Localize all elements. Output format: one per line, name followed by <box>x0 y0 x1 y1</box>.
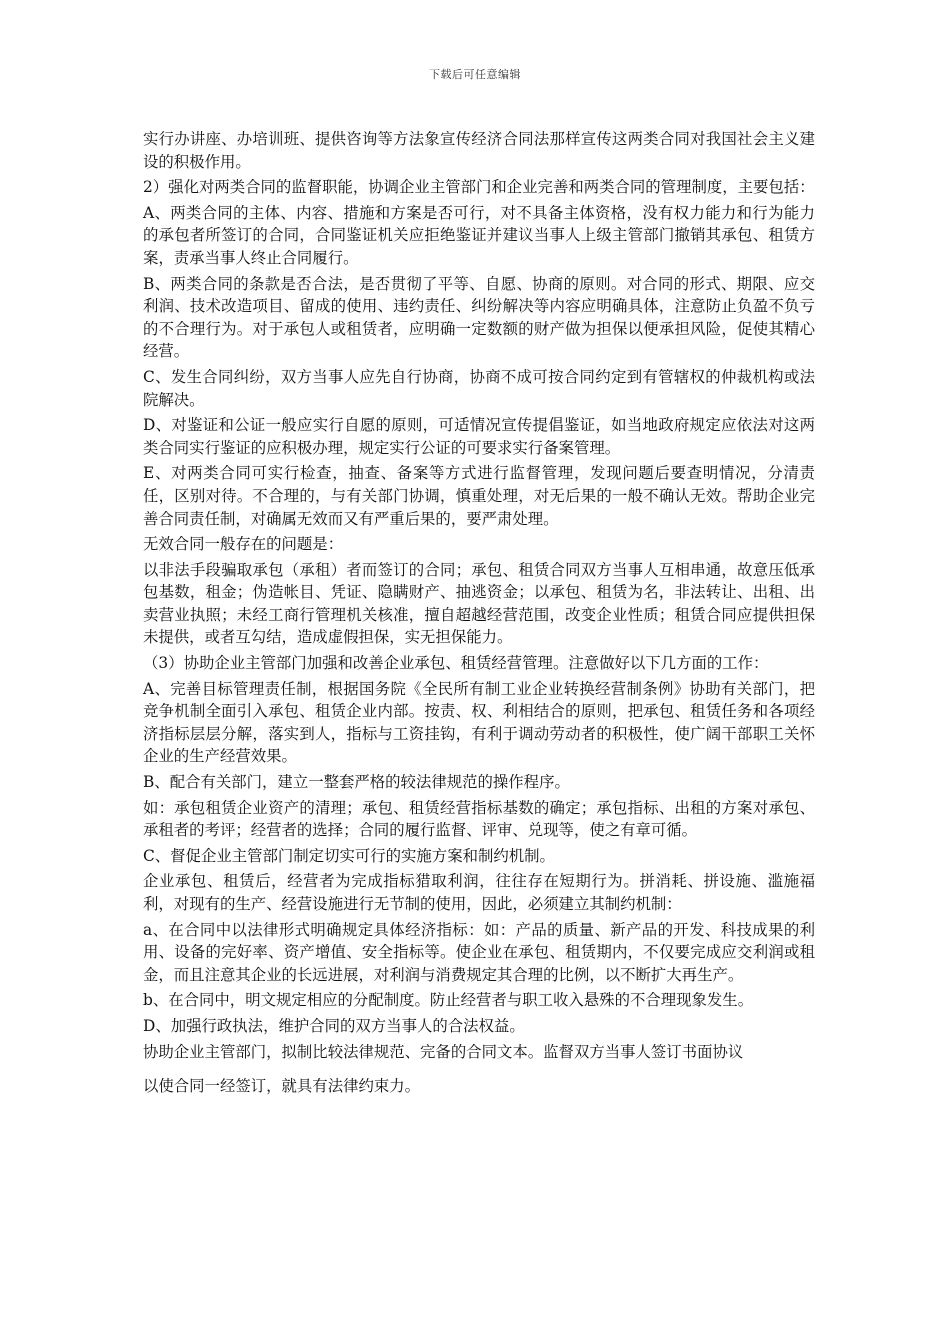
paragraph: A、完善目标管理责任制，根据国务院《全民所有制工业企业转换经营制条例》协助有关部门，把竞争机制全面引入承包、租赁企业内部。按责、权、利相结合的原则，把承包、租赁任务和各项经济指标层层分解，落实到人，指标与工资挂钩，有利于调动劳动者的积极性，使广阔干部职工关怀企业的生产经营效果。 <box>143 679 815 766</box>
paragraph: 企业承包、租赁后，经营者为完成指标猎取利润，往往存在短期行为。拼消耗、拼设施、滥施福利，对现有的生产、经营设施进行无节制的使用，因此，必须建立其制约机制： <box>143 872 815 913</box>
document-body <box>143 128 815 1101</box>
paragraph: D、对鉴证和公证一般应实行自愿的原则，可适情况宣传提倡鉴证，如当地政府规定应依法对这两类合同实行鉴证的应积极办理，规定实行公证的可要求实行备案管理。 <box>143 416 815 457</box>
paragraph: B、两类合同的条款是否合法，是否贯彻了平等、自愿、协商的原则。对合同的形式、期限、应交利润、技术改造项目、留成的使用、违约责任、纠纷解决等内容应明确具体，注意防止负盈不负亏的不合理行为。对于承包人或租赁者，应明确一定数额的财产做为担保以便承担风险，促使其精心经营。 <box>143 274 815 361</box>
paragraph: 以使合同一经签订，就具有法律约束力。 <box>143 1077 421 1096</box>
paragraph: 2）强化对两类合同的监督职能，协调企业主管部门和企业完善和两类合同的管理制度，主要包括： <box>143 178 815 197</box>
paragraph: 无效合同一般存在的问题是： <box>143 535 344 554</box>
paragraph: A、两类合同的主体、内容、措施和方案是否可行，对不具备主体资格，没有权力能力和行为能力的承包者所签订的合同，合同鉴证机关应拒绝鉴证并建议当事人上级主管部门撤销其承包、租赁方案，责承当事人终止合同履行。 <box>143 203 815 267</box>
paragraph: E、对两类合同可实行检查，抽查、备案等方式进行监督管理，发现问题后要查明情况，分清责任，区别对待。不合理的，与有关部门协调，慎重处理，对无后果的一般不确认无效。帮助企业完善合同责任制，对确属无效而又有严重后果的，要严肃处理。 <box>143 464 815 528</box>
paragraph: C、发生合同纠纷，双方当事人应先自行协商，协商不成可按合同约定到有管辖权的仲裁机构或法院解决。 <box>143 367 815 409</box>
paragraph: a、在合同中以法律形式明确规定具体经济指标：如：产品的质量、新产品的开发、科技成果的利用、设备的完好率、资产增值、安全指标等。使企业在承包、租赁期内，不仅要完成应交利润或租金，而且注意其企业的长远进展，对利润与消费规定其合理的比例，以不断扩大再生产。 <box>143 920 815 984</box>
paragraph: D、加强行政执法，维护合同的双方当事人的合法权益。 <box>143 1016 525 1035</box>
paragraph: 如：承包租赁企业资产的清理；承包、租赁经营指标基数的确定；承包指标、出租的方案对承包、承租者的考评；经营者的选择；合同的履行监督、评审、兑现等，使之有章可循。 <box>143 798 815 840</box>
paragraph: 协助企业主管部门，拟制比较法律规范、完备的合同文本。监督双方当事人签订书面协议 <box>143 1042 744 1061</box>
paragraph: B、配合有关部门，建立一整套严格的较法律规范的操作程序。 <box>143 773 570 792</box>
paragraph: 以非法手段骗取承包（承租）者而签订的合同；承包、租赁合同双方当事人互相串通，故意压低承包基数，租金；伪造帐目、凭证、隐瞒财产、抽逃资金；以承包、租赁为名，非法转让、出租、出卖营业执照；未经工商行管理机关核准，擅自超越经营范围，改变企业性质；租赁合同应提供担保未提供，或者互勾结，造成虚假担保，实无担保能力。 <box>143 560 815 647</box>
paragraph: C、督促企业主管部门制定切实可行的实施方案和制约机制。 <box>143 846 555 865</box>
page-header: 下载后可任意编辑 <box>429 68 521 81</box>
paragraph: 实行办讲座、办培训班、提供咨询等方法象宣传经济合同法那样宣传这两类合同对我国社会主义建设的积极作用。 <box>143 130 815 171</box>
paragraph: （3）协助企业主管部门加强和改善企业承包、租赁经营管理。注意做好以下几方面的工作： <box>143 654 769 673</box>
paragraph: b、在合同中，明文规定相应的分配制度。防止经营者与职工收入悬殊的不合理现象发生。 <box>143 991 754 1010</box>
